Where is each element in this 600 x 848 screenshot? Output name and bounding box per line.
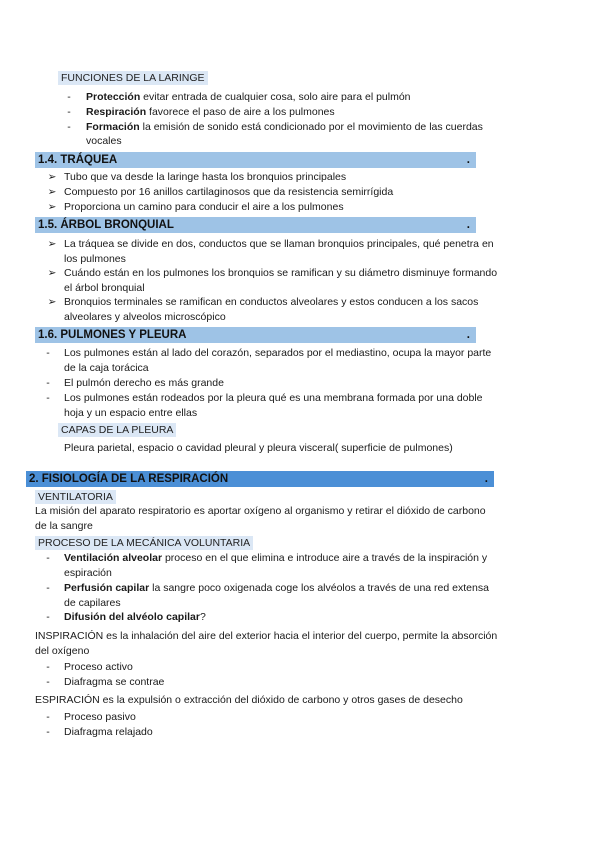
dash-bullet: - xyxy=(46,661,50,673)
ventilatoria-text: La misión del aparato respiratorio es aportar oxígeno al organismo y retirar el dióxido de carbono xyxy=(35,505,486,517)
list-item: Proceso pasivo xyxy=(64,711,136,723)
section-heading-pulmones xyxy=(35,327,476,343)
term: Ventilación alveolar xyxy=(64,552,163,564)
term: Difusión del alvéolo capilar xyxy=(64,611,200,623)
item-text: favorece el paso de aire a los pulmones xyxy=(146,106,335,118)
list-item-cont: de la caja torácica xyxy=(64,362,149,374)
dash-bullet: - xyxy=(46,347,50,359)
item-text: ? xyxy=(199,611,206,623)
list-item: Tubo que va desde la laringe hasta los bronquios principales xyxy=(64,171,347,183)
list-item xyxy=(86,90,411,105)
dash-bullet: - xyxy=(67,121,71,133)
term: Formación xyxy=(86,121,140,133)
arrow-bullet: ➢ xyxy=(47,186,57,198)
inspiracion-text: INSPIRACIÓN es la inhalación del aire del exterior hacia el interior del cuerpo, permite la absorción xyxy=(35,630,498,642)
list-item xyxy=(86,105,335,120)
inspiracion-text-cont: del oxígeno xyxy=(35,645,90,657)
arrow-bullet: ➢ xyxy=(47,267,57,279)
list-item: Los pulmones están rodeados por la pleura qué es una membrana formada por una doble xyxy=(64,392,483,404)
term: Perfusión capilar xyxy=(64,582,150,594)
arrow-bullet: ➢ xyxy=(47,201,57,213)
dash-bullet: - xyxy=(46,552,50,564)
heading-text: 2. FISIOLOGÍA DE LA RESPIRACIÓN xyxy=(29,473,229,485)
heading-dot: . xyxy=(466,154,470,166)
list-item xyxy=(64,551,487,566)
list-item: Compuesto por 16 anillos cartilaginosos que da resistencia semirrígida xyxy=(64,186,394,198)
heading-dot: . xyxy=(484,473,488,485)
heading-dot: . xyxy=(466,329,470,341)
dash-bullet: - xyxy=(46,676,50,688)
dash-bullet: - xyxy=(46,611,50,623)
dash-bullet: - xyxy=(46,377,50,389)
item-text-cont: espiración xyxy=(64,567,112,579)
heading-text: 1.6. PULMONES Y PLEURA xyxy=(38,329,187,341)
dash-bullet: - xyxy=(46,582,50,594)
ventilatoria-label: VENTILATORIA xyxy=(35,490,116,504)
list-item: Los pulmones están al lado del corazón, separados por el mediastino, ocupa la mayor parte xyxy=(64,347,492,359)
list-item: El pulmón derecho es más grande xyxy=(64,377,224,389)
list-item xyxy=(64,610,206,625)
list-item-cont: alveolares y alveolos microscópico xyxy=(64,311,226,323)
dash-bullet: - xyxy=(67,91,71,103)
item-text: la emisión de sonido está condicionado por el movimiento de las cuerdas xyxy=(139,121,483,133)
item-text: proceso en el que elimina e introduce aire a través de la inspiración y xyxy=(162,552,488,564)
proceso-label: PROCESO DE LA MECÁNICA VOLUNTARIA xyxy=(35,536,253,550)
section-heading-arbol xyxy=(35,217,476,233)
arrow-bullet: ➢ xyxy=(47,171,57,183)
dash-bullet: - xyxy=(67,106,71,118)
list-item-cont: hoja y un espacio entre ellas xyxy=(64,407,198,419)
list-item-cont: el árbol bronquial xyxy=(64,282,145,294)
ventilatoria-text-cont: de la sangre xyxy=(35,520,93,532)
list-item: Cuándo están en los pulmones los bronquios se ramifican y su diámetro disminuye formando xyxy=(64,267,498,279)
list-item: Proceso activo xyxy=(64,661,133,673)
section-heading-traquea xyxy=(35,152,476,168)
dash-bullet: - xyxy=(46,726,50,738)
section-heading-fisiologia xyxy=(26,471,494,487)
heading-text: 1.5. ÁRBOL BRONQUIAL xyxy=(38,219,174,231)
capas-pleura-text: Pleura parietal, espacio o cavidad pleural y pleura visceral( superficie de pulmones) xyxy=(64,442,453,454)
capas-pleura-label: CAPAS DE LA PLEURA xyxy=(58,423,176,437)
item-text-cont: vocales xyxy=(86,135,122,147)
list-item xyxy=(86,120,483,135)
arrow-bullet: ➢ xyxy=(47,238,57,250)
list-item-cont: los pulmones xyxy=(64,253,126,265)
item-text-cont: de capilares xyxy=(64,597,121,609)
list-item: Proporciona un camino para conducir el aire a los pulmones xyxy=(64,201,344,213)
heading-dot: . xyxy=(466,219,470,231)
item-text: la sangre poco oxigenada coge los alvéolos a través de una red extensa xyxy=(149,582,489,594)
list-item: Diafragma relajado xyxy=(64,726,153,738)
list-item: Diafragma se contrae xyxy=(64,676,165,688)
dash-bullet: - xyxy=(46,711,50,723)
list-item xyxy=(64,581,489,596)
list-item: Bronquios terminales se ramifican en conductos alveolares y estos conducen a los sacos xyxy=(64,296,479,308)
heading-text: 1.4. TRÁQUEA xyxy=(38,154,118,166)
espiracion-text: ESPIRACIÓN es la expulsión o extracción del dióxido de carbono y otros gases de desecho xyxy=(35,694,463,706)
arrow-bullet: ➢ xyxy=(47,296,57,308)
funciones-laringe-label: FUNCIONES DE LA LARINGE xyxy=(58,71,208,85)
list-item: La tráquea se divide en dos, conductos que se llaman bronquios principales, qué penetra en xyxy=(64,238,494,250)
item-text: evitar entrada de cualquier cosa, solo aire para el pulmón xyxy=(140,91,411,103)
term: Respiración xyxy=(86,106,147,118)
term: Protección xyxy=(86,91,141,103)
dash-bullet: - xyxy=(46,392,50,404)
